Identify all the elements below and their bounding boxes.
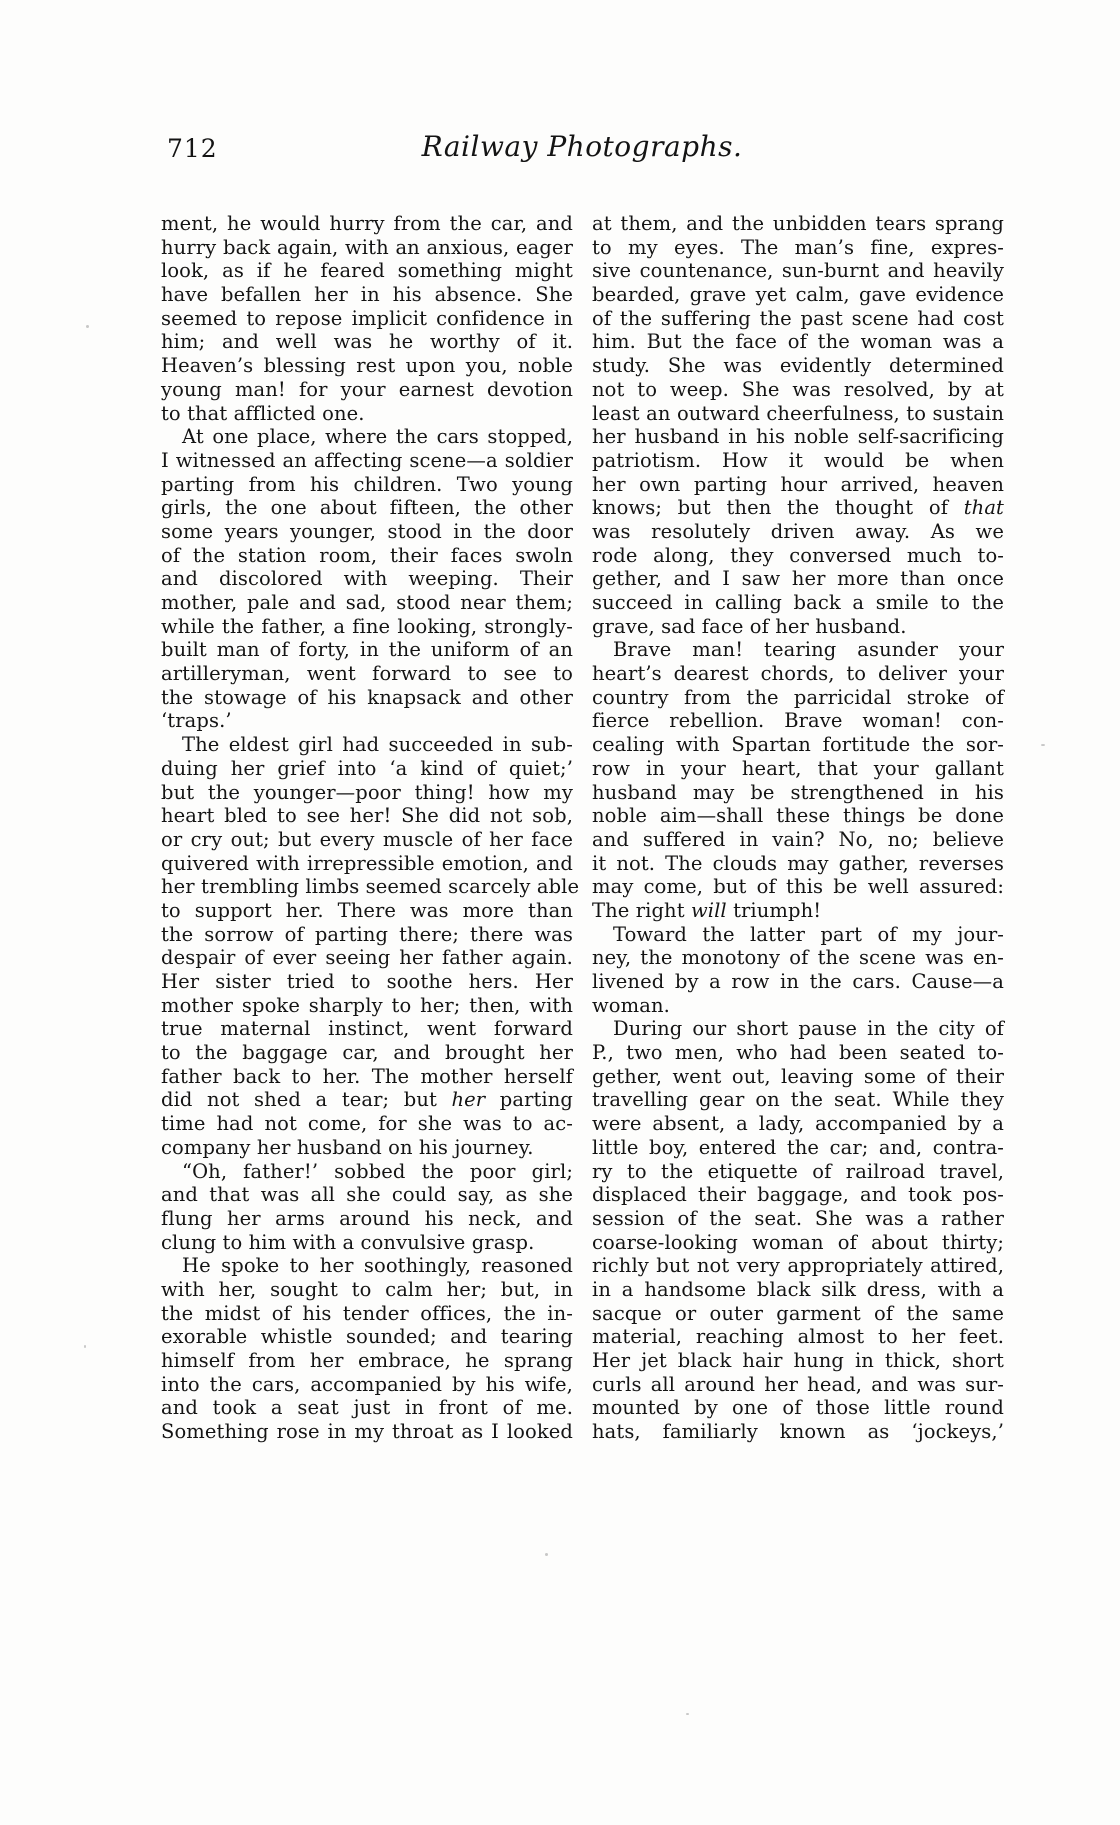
text-line: to that afflicted one. (161, 401, 365, 425)
scan-speck (1041, 744, 1045, 746)
text-line: woman. (592, 993, 670, 1017)
text-line: of the suffering the past scene had cost (592, 306, 1004, 330)
text-line: Brave man! tearing asunder your (613, 638, 1004, 662)
text-line: her husband in his noble self-sacrificing (592, 425, 1004, 449)
right-column (592, 212, 1004, 1444)
text-line: patriotism. How it would be when (592, 448, 1004, 472)
text-line: During our short pause in the city of (613, 1017, 1004, 1041)
text-line: He spoke to her soothingly, reasoned (182, 1254, 573, 1278)
text-line: true maternal instinct, went forward (161, 1017, 573, 1041)
text-line: may come, but of this be well assured: (592, 875, 1004, 899)
text-line: did not shed a tear; but her parting (161, 1088, 574, 1112)
text-line: grave, sad face of her husband. (592, 614, 907, 638)
page-number: 712 (167, 134, 218, 163)
text-line: time had not come, for she was to ac- (161, 1112, 573, 1136)
text-line: “Oh, father!’ sobbed the poor girl; (182, 1159, 573, 1183)
text-line: clung to him with a convulsive grasp. (161, 1230, 535, 1254)
text-line: was resolutely driven away. As we (592, 519, 1004, 543)
text-line: travelling gear on the seat. While they (592, 1088, 1004, 1112)
text-line: and that was all she could say, as she (161, 1183, 573, 1207)
text-line: row in your heart, that your gallant (592, 756, 1004, 780)
page-title: Railway Photographs. (421, 130, 743, 163)
text-line: study. She was evidently determined (592, 354, 1004, 378)
text-line: while the father, a fine looking, strongly- (161, 614, 573, 638)
text-line: were absent, a lady, accompanied by a (592, 1112, 1004, 1136)
text-line: have befallen her in his absence. She (161, 283, 573, 307)
text-line: despair of ever seeing her father again. (161, 946, 573, 970)
text-line: mother, pale and sad, stood near them; (161, 591, 573, 614)
text-line: him; and well was he worthy of it. (161, 330, 573, 354)
text-line: rode along, they conversed much to- (592, 543, 1004, 567)
text-line: exorable whistle sounded; and tearing (161, 1325, 573, 1349)
text-line: duing her grief into ‘a kind of quiet;’ (161, 756, 573, 780)
text-line: parting from his children. Two young (161, 472, 573, 496)
text-line: knows; but then the thought of that (592, 496, 1004, 520)
text-line: to my eyes. The man’s fine, expres- (592, 235, 1004, 259)
emphasized-word: that (963, 496, 1004, 520)
text-line: displaced their baggage, and took pos- (592, 1183, 1004, 1207)
text-line: heart’s dearest chords, to deliver your (592, 662, 1004, 686)
text-line: heart bled to see her! She did not sob, (161, 804, 573, 828)
text-line: to the baggage car, and brought her (161, 1041, 573, 1065)
text-line: at them, and the unbidden tears sprang (592, 212, 1004, 235)
text-line: ry to the etiquette of railroad travel, (592, 1159, 1004, 1183)
text-line: or cry out; but every muscle of her face (161, 827, 573, 851)
text-line: and discolored with weeping. Their (161, 567, 573, 591)
scan-speck (686, 1713, 689, 1715)
text-line: At one place, where the cars stopped, (182, 425, 573, 449)
text-line: built man of forty, in the uniform of an (161, 638, 573, 662)
text-line: sacque or outer garment of the same (592, 1301, 1004, 1325)
text-line: P., two men, who had been seated to- (592, 1041, 1004, 1065)
text-line: Toward the latter part of my jour- (613, 922, 1004, 946)
text-line: into the cars, accompanied by his wife, (161, 1372, 573, 1396)
text-line: the stowage of his knapsack and other (161, 685, 573, 709)
text-line: ney, the monotony of the scene was en- (592, 946, 1004, 970)
text-line: her own parting hour arrived, heaven (592, 472, 1004, 496)
text-line: country from the parricidal stroke of (592, 685, 1004, 709)
text-line: seemed to repose implicit confidence in (161, 306, 573, 330)
text-line: least an outward cheerfulness, to sustain (592, 401, 1004, 425)
text-line: I witnessed an affecting scene—a soldier (161, 448, 573, 472)
text-line: look, as if he feared something might (161, 259, 573, 283)
emphasized-word: her (451, 1088, 486, 1112)
scan-speck (545, 1553, 548, 1556)
text-columns (161, 212, 1003, 1444)
page-header (161, 130, 1003, 212)
text-line: flung her arms around his neck, and (161, 1206, 573, 1230)
text-line: of the station room, their faces swoln (161, 543, 573, 567)
text-line: the midst of his tender offices, the in- (161, 1301, 573, 1325)
text-line: artilleryman, went forward to see to (161, 662, 573, 686)
text-line: himself from her embrace, he sprang (161, 1349, 573, 1372)
text-line: with her, sought to calm her; but, in (161, 1277, 573, 1301)
text-line: session of the seat. She was a rather (592, 1206, 1004, 1230)
text-line: in a handsome black silk dress, with a (592, 1277, 1004, 1301)
text-line: him. But the face of the woman was a (592, 330, 1004, 354)
text-line: husband may be strengthened in his (592, 780, 1004, 804)
text-line: hurry back again, with an anxious, eager (161, 235, 573, 259)
text-line: and suffered in vain? No, no; believe (592, 827, 1004, 851)
scan-speck (86, 325, 89, 328)
text-line: coarse-looking woman of about thirty; (592, 1230, 1004, 1254)
text-line: company her husband on his journey. (161, 1135, 534, 1159)
text-line: hats, familiarly known as ‘jockeys,’ (592, 1420, 1004, 1444)
text-line: gether, went out, leaving some of their (592, 1064, 1004, 1088)
text-line: and took a seat just in front of me. (161, 1396, 573, 1420)
text-line: Her jet black hair hung in thick, short (592, 1349, 1004, 1372)
text-line: ment, he would hurry from the car, and (161, 212, 573, 235)
text-line: fierce rebellion. Brave woman! con- (592, 709, 1004, 733)
text-line: mounted by one of those little round (592, 1396, 1004, 1420)
text-line: girls, the one about fifteen, the other (161, 496, 573, 520)
text-line: her trembling limbs seemed scarcely able (161, 875, 580, 899)
text-line: to support her. There was more than (161, 898, 573, 922)
text-line: The eldest girl had succeeded in sub- (182, 733, 573, 757)
text-line: noble aim—shall these things be done (592, 804, 1004, 828)
emphasized-word: will (690, 898, 727, 922)
text-line: not to weep. She was resolved, by at (592, 377, 1004, 401)
text-line: ‘traps.’ (161, 709, 232, 733)
text-line: richly but not very appropriately attired, (592, 1254, 1004, 1278)
text-line: little boy, entered the car; and, contra- (592, 1135, 1004, 1159)
text-line: The right will triumph! (592, 898, 822, 922)
text-line: it not. The clouds may gather, reverses (592, 851, 1004, 875)
text-line: but the younger—poor thing! how my (161, 780, 573, 804)
text-line: the sorrow of parting there; there was (161, 922, 573, 946)
text-block (161, 130, 1003, 1444)
text-line: sive countenance, sun-burnt and heavily (592, 259, 1004, 283)
text-line: material, reaching almost to her feet. (592, 1325, 1004, 1349)
text-line: cealing with Spartan fortitude the sor- (592, 733, 1004, 757)
text-line: succeed in calling back a smile to the (592, 591, 1004, 614)
text-line: gether, and I saw her more than once (592, 567, 1004, 591)
text-line: Something rose in my throat as I looked (161, 1420, 573, 1444)
text-line: Her sister tried to soothe hers. Her (161, 970, 573, 993)
text-line: young man! for your earnest devotion (161, 377, 573, 401)
text-line: bearded, grave yet calm, gave evidence (592, 283, 1004, 307)
text-line: mother spoke sharply to her; then, with (161, 993, 573, 1017)
text-line: curls all around her head, and was sur- (592, 1372, 1004, 1396)
text-line: livened by a row in the cars. Cause—a (592, 970, 1004, 993)
text-line: father back to her. The mother herself (161, 1064, 573, 1088)
left-column (161, 212, 580, 1444)
scan-speck (84, 1345, 86, 1348)
text-line: Heaven’s blessing rest upon you, noble (161, 354, 573, 378)
text-line: some years younger, stood in the door (161, 519, 573, 543)
text-line: quivered with irrepressible emotion, and (161, 851, 573, 875)
